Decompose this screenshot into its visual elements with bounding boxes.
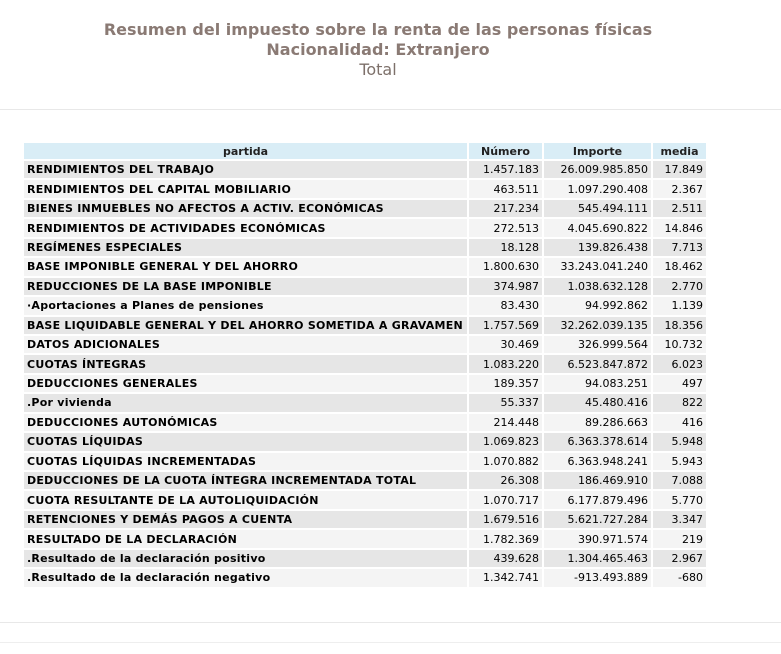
row-media-cell: 2.967 xyxy=(653,550,706,567)
row-media-cell: 2.511 xyxy=(653,200,706,217)
row-partida-cell: DEDUCCIONES GENERALES xyxy=(24,375,467,392)
row-media-cell: 17.849 xyxy=(653,161,706,178)
row-media-cell: 416 xyxy=(653,414,706,431)
row-numero-cell: 1.679.516 xyxy=(469,511,542,528)
row-media-cell: 219 xyxy=(653,530,706,547)
row-importe-cell: 4.045.690.822 xyxy=(544,219,651,236)
table-row xyxy=(24,375,706,392)
row-importe-cell: 6.523.847.872 xyxy=(544,355,651,372)
row-importe-cell: 1.038.632.128 xyxy=(544,278,651,295)
row-partida-cell: BASE LIQUIDABLE GENERAL Y DEL AHORRO SOMETIDA A GRAVAMEN xyxy=(24,317,467,334)
table-row xyxy=(24,472,706,489)
row-partida-cell: .Resultado de la declaración positivo xyxy=(24,550,467,567)
row-importe-cell: 139.826.438 xyxy=(544,239,651,256)
row-partida-cell: RETENCIONES Y DEMÁS PAGOS A CUENTA xyxy=(24,511,467,528)
column-header-partida: partida xyxy=(24,143,467,159)
row-numero-cell: 439.628 xyxy=(469,550,542,567)
table-row xyxy=(24,180,706,197)
row-numero-cell: 374.987 xyxy=(469,278,542,295)
row-partida-cell: CUOTA RESULTANTE DE LA AUTOLIQUIDACIÓN xyxy=(24,491,467,508)
row-media-cell: -680 xyxy=(653,569,706,586)
column-header-numero: Número xyxy=(469,143,542,159)
row-importe-cell: -913.493.889 xyxy=(544,569,651,586)
row-partida-cell: CUOTAS LÍQUIDAS INCREMENTADAS xyxy=(24,453,467,470)
row-numero-cell: 217.234 xyxy=(469,200,542,217)
row-numero-cell: 1.757.569 xyxy=(469,317,542,334)
table-row xyxy=(24,550,706,567)
table-row xyxy=(24,278,706,295)
row-partida-cell: RENDIMIENTOS DE ACTIVIDADES ECONÓMICAS xyxy=(24,219,467,236)
row-importe-cell: 6.363.948.241 xyxy=(544,453,651,470)
row-importe-cell: 94.083.251 xyxy=(544,375,651,392)
row-numero-cell: 1.070.882 xyxy=(469,453,542,470)
tax-summary-table xyxy=(22,141,708,589)
row-numero-cell: 272.513 xyxy=(469,219,542,236)
row-media-cell: 5.943 xyxy=(653,453,706,470)
row-importe-cell: 545.494.111 xyxy=(544,200,651,217)
table-row xyxy=(24,297,706,314)
row-importe-cell: 26.009.985.850 xyxy=(544,161,651,178)
row-partida-cell: REGÍMENES ESPECIALES xyxy=(24,239,467,256)
row-importe-cell: 1.304.465.463 xyxy=(544,550,651,567)
table-row xyxy=(24,394,706,411)
row-numero-cell: 1.457.183 xyxy=(469,161,542,178)
row-importe-cell: 5.621.727.284 xyxy=(544,511,651,528)
row-numero-cell: 1.342.741 xyxy=(469,569,542,586)
row-partida-cell: ·Aportaciones a Planes de pensiones xyxy=(24,297,467,314)
row-numero-cell: 214.448 xyxy=(469,414,542,431)
row-media-cell: 10.732 xyxy=(653,336,706,353)
row-partida-cell: CUOTAS ÍNTEGRAS xyxy=(24,355,467,372)
row-numero-cell: 1.069.823 xyxy=(469,433,542,450)
row-importe-cell: 390.971.574 xyxy=(544,530,651,547)
table-row xyxy=(24,511,706,528)
row-importe-cell: 1.097.290.408 xyxy=(544,180,651,197)
column-header-media: media xyxy=(653,143,706,159)
row-partida-cell: .Por vivienda xyxy=(24,394,467,411)
row-media-cell: 2.367 xyxy=(653,180,706,197)
row-numero-cell: 1.782.369 xyxy=(469,530,542,547)
table-row xyxy=(24,317,706,334)
row-importe-cell: 186.469.910 xyxy=(544,472,651,489)
row-media-cell: 5.770 xyxy=(653,491,706,508)
row-partida-cell: DATOS ADICIONALES xyxy=(24,336,467,353)
row-partida-cell: BASE IMPONIBLE GENERAL Y DEL AHORRO xyxy=(24,258,467,275)
row-numero-cell: 26.308 xyxy=(469,472,542,489)
table-row xyxy=(24,239,706,256)
row-numero-cell: 55.337 xyxy=(469,394,542,411)
row-partida-cell: REDUCCIONES DE LA BASE IMPONIBLE xyxy=(24,278,467,295)
table-row xyxy=(24,433,706,450)
divider-footer xyxy=(0,642,781,643)
row-numero-cell: 463.511 xyxy=(469,180,542,197)
table-row xyxy=(24,258,706,275)
table-row xyxy=(24,569,706,586)
row-numero-cell: 1.083.220 xyxy=(469,355,542,372)
row-partida-cell: BIENES INMUEBLES NO AFECTOS A ACTIV. ECONÓMICAS xyxy=(24,200,467,217)
divider-bottom xyxy=(0,622,781,623)
row-media-cell: 18.462 xyxy=(653,258,706,275)
row-partida-cell: RESULTADO DE LA DECLARACIÓN xyxy=(24,530,467,547)
table-row xyxy=(24,530,706,547)
report-scope: Total xyxy=(359,60,397,79)
row-media-cell: 5.948 xyxy=(653,433,706,450)
table-row xyxy=(24,219,706,236)
table-row xyxy=(24,336,706,353)
row-media-cell: 14.846 xyxy=(653,219,706,236)
row-media-cell: 6.023 xyxy=(653,355,706,372)
row-importe-cell: 32.262.039.135 xyxy=(544,317,651,334)
row-partida-cell: RENDIMIENTOS DEL CAPITAL MOBILIARIO xyxy=(24,180,467,197)
row-importe-cell: 94.992.862 xyxy=(544,297,651,314)
row-partida-cell: DEDUCCIONES DE LA CUOTA ÍNTEGRA INCREMENTADA TOTAL xyxy=(24,472,467,489)
row-importe-cell: 6.177.879.496 xyxy=(544,491,651,508)
row-media-cell: 1.139 xyxy=(653,297,706,314)
table-header-row xyxy=(24,143,706,159)
row-numero-cell: 18.128 xyxy=(469,239,542,256)
table-row xyxy=(24,200,706,217)
report-subtitle: Nacionalidad: Extranjero xyxy=(266,40,490,59)
divider-top xyxy=(0,109,781,110)
row-media-cell: 7.088 xyxy=(653,472,706,489)
table-row xyxy=(24,491,706,508)
row-importe-cell: 45.480.416 xyxy=(544,394,651,411)
row-media-cell: 7.713 xyxy=(653,239,706,256)
row-numero-cell: 1.070.717 xyxy=(469,491,542,508)
row-media-cell: 822 xyxy=(653,394,706,411)
column-header-importe: Importe xyxy=(544,143,651,159)
row-partida-cell: DEDUCCIONES AUTONÓMICAS xyxy=(24,414,467,431)
table-row xyxy=(24,355,706,372)
row-media-cell: 3.347 xyxy=(653,511,706,528)
row-partida-cell: CUOTAS LÍQUIDAS xyxy=(24,433,467,450)
table-row xyxy=(24,161,706,178)
row-media-cell: 2.770 xyxy=(653,278,706,295)
table-row xyxy=(24,414,706,431)
row-numero-cell: 83.430 xyxy=(469,297,542,314)
report-title: Resumen del impuesto sobre la renta de las personas físicas xyxy=(103,20,653,39)
row-partida-cell: RENDIMIENTOS DEL TRABAJO xyxy=(24,161,467,178)
row-importe-cell: 6.363.378.614 xyxy=(544,433,651,450)
table-row xyxy=(24,453,706,470)
report-header xyxy=(0,0,756,80)
table-body xyxy=(24,161,706,587)
row-partida-cell: .Resultado de la declaración negativo xyxy=(24,569,467,586)
row-numero-cell: 189.357 xyxy=(469,375,542,392)
row-importe-cell: 326.999.564 xyxy=(544,336,651,353)
row-importe-cell: 89.286.663 xyxy=(544,414,651,431)
row-media-cell: 497 xyxy=(653,375,706,392)
row-importe-cell: 33.243.041.240 xyxy=(544,258,651,275)
row-numero-cell: 1.800.630 xyxy=(469,258,542,275)
row-numero-cell: 30.469 xyxy=(469,336,542,353)
row-media-cell: 18.356 xyxy=(653,317,706,334)
